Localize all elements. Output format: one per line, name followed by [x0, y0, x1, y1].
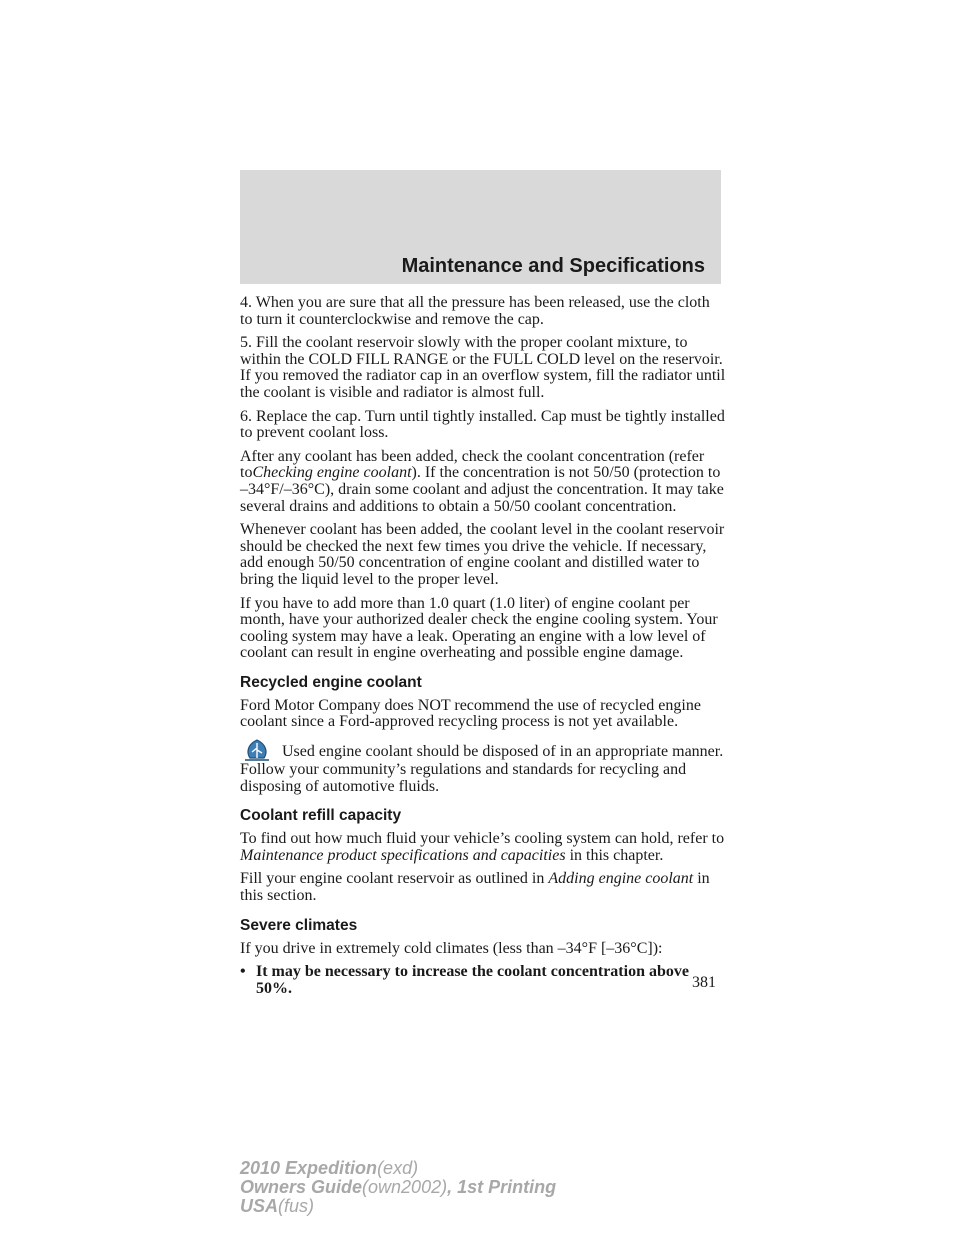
capacity-text-a: To find out how much fluid your vehicle’s cooling system can hold, refer to [240, 830, 725, 848]
footer-model: 2010 Expedition [240, 1158, 378, 1178]
footer-guide: Owners Guide [240, 1177, 363, 1197]
footer-market: USA [240, 1196, 279, 1216]
footer-model-code: (exd) [377, 1158, 419, 1178]
fill-text-a: Fill your engine coolant reservoir as outlined in [240, 870, 545, 888]
dispose-paragraph [240, 738, 726, 795]
page-content [240, 295, 726, 997]
recycled-paragraph: Ford Motor Company does NOT recommend the use of recycled engine coolant since a Ford-approved recycling process is not yet available. [240, 696, 701, 731]
cross-reference-checking-coolant: Checking engine coolant [252, 464, 412, 482]
footer-line-2 [240, 1178, 556, 1197]
step-4: 4. When you are sure that all the pressure has been released, use the cloth to turn it counterclockwise and remove the cap. [240, 294, 710, 328]
print-footer [240, 1159, 556, 1216]
cross-reference-specifications: Maintenance product specifications and capacities [240, 846, 566, 864]
fill-paragraph [240, 871, 726, 904]
fill-text-b: in this section. [240, 870, 710, 905]
section-header-band [240, 170, 721, 284]
dispose-text: Used engine coolant should be disposed of in an appropriate manner. Follow your community’s regulations and standards for recycling and disposing of automotive fluids. [240, 743, 724, 795]
section-title: Maintenance and Specifications [401, 255, 705, 277]
concentration-text-a: After any coolant has been added, check the coolant concentration (refer to [240, 447, 705, 482]
footer-line-3 [240, 1197, 556, 1216]
concentration-paragraph [240, 449, 726, 515]
bullet-mark: • [240, 963, 246, 981]
footer-printing: , 1st Printing [447, 1177, 557, 1197]
cross-reference-adding-coolant: Adding engine coolant [548, 870, 694, 888]
step-5: 5. Fill the coolant reservoir slowly with the proper coolant mixture, to within the COLD FILL RANGE or the FULL COLD level on the reservoir. If you removed the radiator cap in an overflow system, fill the radiator until the coolant is visible and radiator is almost full. [240, 334, 726, 401]
bullet-text: It may be necessary to increase the coolant concentration above 50%. [256, 963, 689, 997]
capacity-paragraph [240, 831, 726, 864]
page-number: 381 [692, 974, 716, 991]
add-more-paragraph: If you have to add more than 1.0 quart (1.0 liter) of engine coolant per month, have your authorized dealer check the engine cooling system. Your cooling system may have a leak. Operating an engine with a low level of coolant can result in engine overheating and possible engine damage. [240, 594, 718, 662]
severe-paragraph: If you drive in extremely cold climates (less than –34°F [–36°C]): [240, 939, 663, 957]
footer-market-code: (fus) [278, 1196, 315, 1216]
heading-recycled-coolant: Recycled engine coolant [240, 673, 422, 691]
bullet-item [240, 964, 726, 997]
capacity-text-b: in this chapter. [569, 846, 664, 864]
whenever-paragraph: Whenever coolant has been added, the coolant level in the coolant reservoir should be checked the next few times you drive the vehicle. If necessary, add enough 50/50 concentration of engine coolant and distilled water to bring the liquid level to the proper level. [240, 521, 725, 588]
step-6: 6. Replace the cap. Turn until tightly installed. Cap must be tightly installed to prevent coolant loss. [240, 407, 725, 442]
heading-refill-capacity: Coolant refill capacity [240, 807, 402, 825]
recycle-leaf-icon [242, 738, 272, 762]
heading-severe-climates: Severe climates [240, 916, 358, 934]
footer-guide-code: (own2002) [362, 1177, 448, 1197]
concentration-text-b: ). If the concentration is not 50/50 (protection to –34°F/–36°C), drain some coolant and adjust the concentration. It may take several drains and additions to obtain a 50/50 coolant concentration. [240, 464, 724, 515]
footer-line-1 [240, 1159, 556, 1178]
